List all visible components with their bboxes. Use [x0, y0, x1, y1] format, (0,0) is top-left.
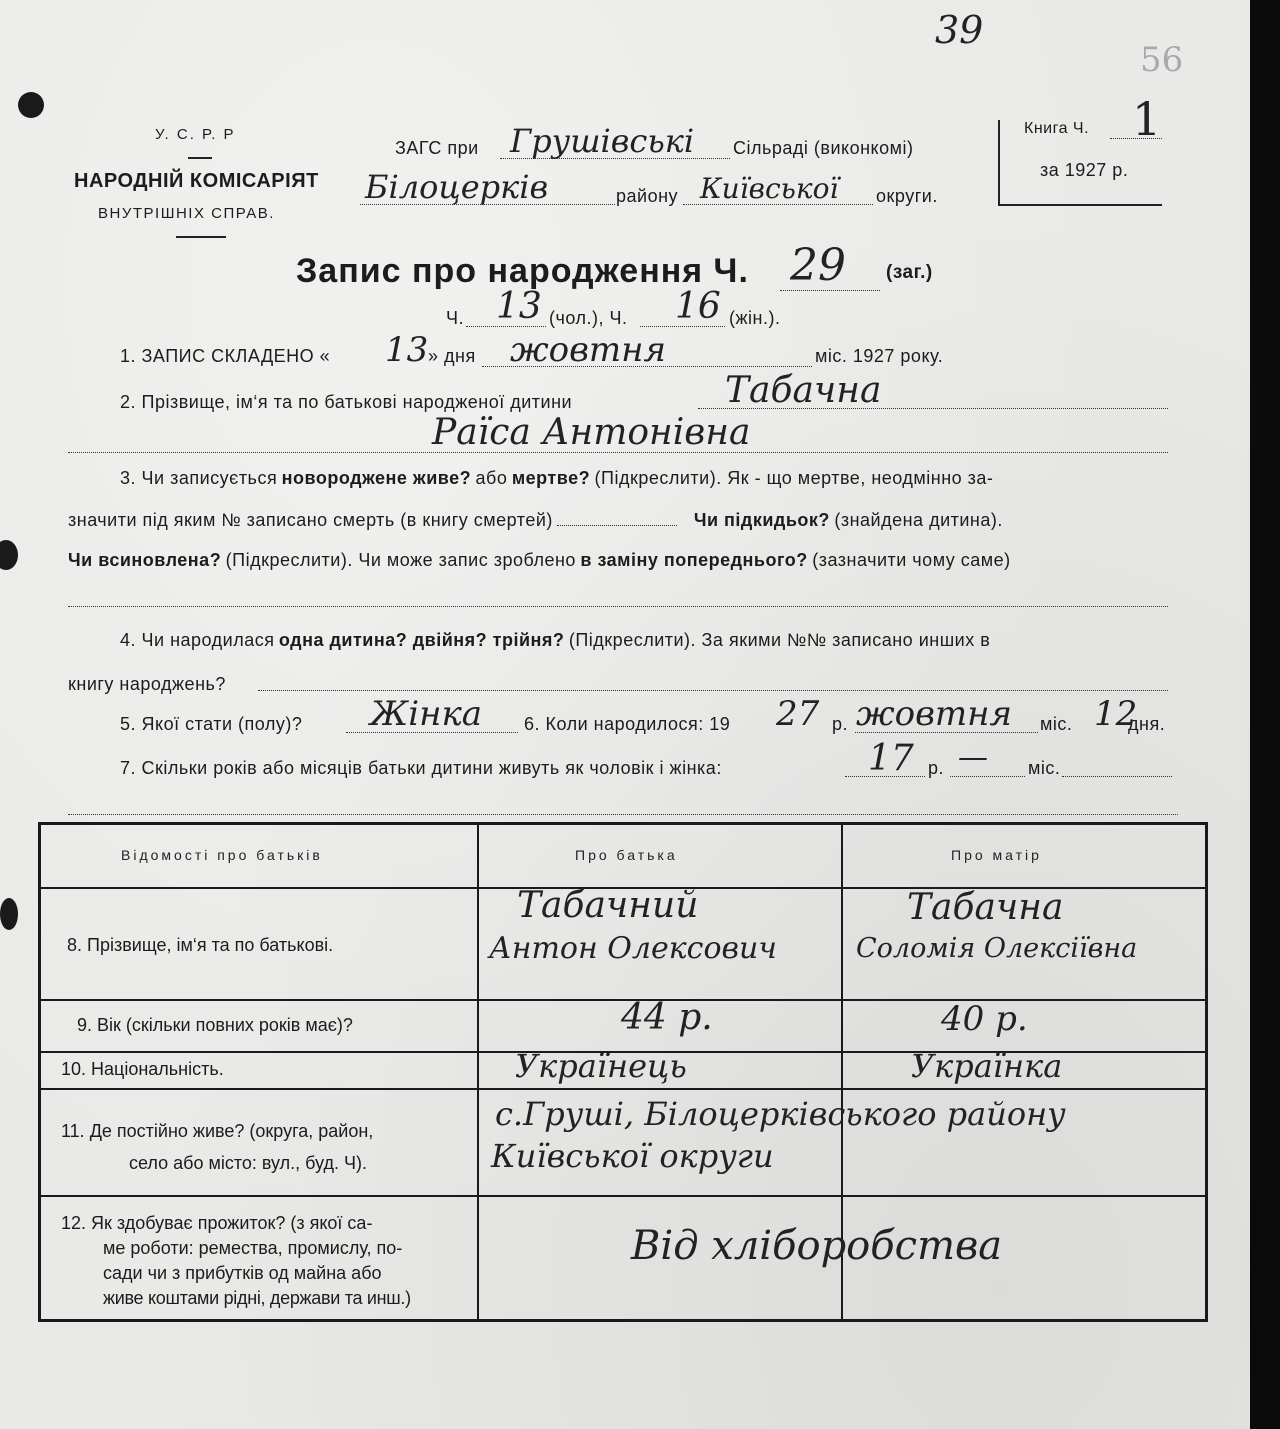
row-divider [41, 1088, 1205, 1090]
commissariat-label: НАРОДНІЙ КОМІСАРІЯТ [74, 170, 319, 192]
item2-surname-handwritten: Табачна [725, 370, 882, 411]
item3-text: (зазначити чому саме) [812, 550, 1011, 570]
column-divider [477, 825, 479, 1319]
item6-year-label: р. [832, 714, 849, 734]
fill-line [68, 606, 1168, 607]
row-divider [41, 1195, 1205, 1197]
record-suffix: (заг.) [886, 262, 933, 283]
divider [188, 157, 212, 159]
father-name-handwritten: Антон Олексович [489, 931, 777, 966]
fill-line [360, 204, 615, 205]
item6-day-handwritten: 12 [1094, 694, 1138, 734]
item4-options: одна дитина? двійня? трійня? [278, 630, 565, 650]
registry-prefix: ЗАГС при [395, 138, 479, 158]
fill-line [557, 525, 677, 526]
item7-years-handwritten: 17 [868, 738, 914, 779]
fill-line [68, 452, 1168, 453]
fill-line [500, 158, 730, 159]
book-label: Книга Ч. [1024, 120, 1090, 137]
fill-line [466, 326, 546, 327]
item2-name-handwritten: Раїса Антонівна [432, 412, 751, 453]
item3-text: 3. Чи записується [120, 468, 278, 488]
item7-years-label: р. [928, 758, 945, 778]
fill-line [950, 776, 1025, 777]
okrug-residence-handwritten: Київської округи [491, 1137, 774, 1175]
fill-line [855, 732, 1038, 733]
fill-line [346, 732, 518, 733]
row12-label-line2: ме роботи: ремества, промислу, по- [103, 1238, 403, 1258]
book-year-label: за 1927 р. [1040, 160, 1129, 180]
mother-name-handwritten: Соломія Олексіївна [856, 933, 1138, 964]
item3-text: (Підкреслити). Як - що мертве, неодмінно за- [594, 468, 994, 488]
item3-adopted-option: Чи всиновлена? [68, 550, 222, 570]
item4-line2: книгу народжень? [68, 674, 226, 694]
item3-text: (Підкреслити). Чи може запис зроблено [225, 550, 576, 570]
item3-live-option: новороджене живе? [281, 468, 472, 488]
item4-text: (Підкреслити). За якими №№ записано инших в [568, 630, 991, 650]
livelihood-handwritten: Від хліборобства [631, 1223, 1003, 1269]
item4-line1 [120, 630, 1180, 651]
item6-label: 6. Коли народилося: 19 [524, 714, 731, 734]
item4-text: 4. Чи народилася [120, 630, 275, 650]
item1-mid: » дня [428, 346, 476, 366]
fill-line [68, 814, 1178, 815]
item1-day-handwritten: 13 [385, 330, 429, 370]
scan-edge [1250, 0, 1280, 1429]
page-number-handwritten: 39 [935, 8, 984, 52]
item7-label: 7. Скільки років або місяців батьки дитини живуть як чоловік і жінка: [120, 758, 722, 778]
mother-age-handwritten: 40 р. [941, 999, 1028, 1039]
okrug-handwritten: Київської [700, 172, 839, 205]
header-mother: Про матір [951, 847, 1042, 863]
fill-line [1062, 776, 1172, 777]
row12-label-line4: живе коштами рідні, держави та инш.) [103, 1288, 411, 1308]
item3-replacement-option: в заміну попереднього? [580, 550, 808, 570]
item3-line2 [68, 510, 1178, 531]
male-number-handwritten: 13 [496, 286, 542, 327]
father-nationality-handwritten: Українець [515, 1047, 687, 1085]
item5-sex-handwritten: Жінка [370, 694, 483, 734]
record-title: Запис про народження Ч. [296, 252, 749, 290]
item7-months-label: міс. [1028, 758, 1061, 778]
item3-line1 [120, 468, 1170, 489]
punch-hole [18, 92, 44, 118]
ch-label: Ч. [446, 308, 464, 328]
row11-label-line1: 11. Де постійно живе? (округа, район, [61, 1121, 374, 1141]
parents-table [38, 822, 1208, 1322]
okrug-label: округи. [876, 186, 938, 206]
item5-label: 5. Якої стати (полу)? [120, 714, 303, 734]
fill-line [1110, 138, 1162, 139]
book-number-handwritten: 1 [1132, 92, 1162, 146]
item6-day-label: дня. [1128, 714, 1166, 734]
department-label: ВНУТРІШНІХ СПРАВ. [98, 205, 275, 222]
header-parents-info: Відомості про батьків [121, 847, 323, 863]
item6-month-handwritten: жовтня [856, 694, 1013, 734]
book-box-line [998, 204, 1162, 206]
village-handwritten: Грушівські [510, 122, 695, 160]
fill-line [845, 776, 925, 777]
council-label: Сільраді (виконкомі) [733, 138, 914, 158]
item6-year-handwritten: 27 [776, 694, 820, 734]
row8-label: 8. Прізвище, ім‘я та по батькові. [67, 935, 334, 955]
mother-nationality-handwritten: Українка [911, 1047, 1063, 1085]
row11-label-line2: село або місто: вул., буд. Ч). [129, 1153, 367, 1173]
row12-label-line1: 12. Як здобуває прожиток? (з якої са- [61, 1213, 373, 1233]
item3-foundling-option: Чи підкидьок? [693, 510, 830, 530]
item3-line3 [68, 550, 1178, 571]
item1-suffix: міс. 1927 року. [815, 346, 944, 366]
punch-hole [0, 898, 18, 930]
republic-label: У. С. Р. Р [155, 126, 236, 143]
page-number-pencil: 56 [1140, 40, 1184, 80]
item3-text: (знайдена дитина). [834, 510, 1003, 530]
district-handwritten: Білоцерків [365, 168, 549, 206]
father-surname-handwritten: Табачний [517, 885, 699, 926]
fill-line [640, 326, 725, 327]
district-label: району [616, 186, 679, 206]
row10-label: 10. Національність. [61, 1059, 224, 1079]
male-label: (чол.), Ч. [549, 308, 628, 328]
header-father: Про батька [575, 847, 678, 863]
item1-prefix: 1. ЗАПИС СКЛАДЕНО « [120, 346, 331, 366]
female-number-handwritten: 16 [675, 286, 721, 327]
divider [176, 236, 226, 238]
item3-text: значити під яким № записано смерть (в книгу смертей) [68, 510, 553, 530]
item3-dead-option: мертве? [511, 468, 591, 488]
record-number-handwritten: 29 [790, 240, 846, 291]
fill-line [482, 366, 812, 367]
female-label: (жін.). [729, 308, 781, 328]
mother-surname-handwritten: Табачна [907, 887, 1064, 928]
fill-line [698, 408, 1168, 409]
row12-label-line3: сади чи з прибутків од майна або [103, 1263, 382, 1283]
fill-line [780, 290, 880, 291]
fill-line [258, 690, 1168, 691]
item2-label: 2. Прізвище, ім‘я та по батькові народженої дитини [120, 392, 573, 412]
item3-text: або [475, 468, 508, 488]
item7-months-handwritten: — [958, 740, 988, 775]
row9-label: 9. Вік (скільки повних років має)? [77, 1015, 353, 1035]
fill-line [683, 204, 873, 205]
residence-handwritten: с.Груші, Білоцерківського району [495, 1095, 1066, 1133]
item6-month-label: міс. [1040, 714, 1073, 734]
father-age-handwritten: 44 р. [621, 997, 713, 1038]
book-box-line [998, 120, 1000, 206]
item1-month-handwritten: жовтня [510, 330, 667, 370]
